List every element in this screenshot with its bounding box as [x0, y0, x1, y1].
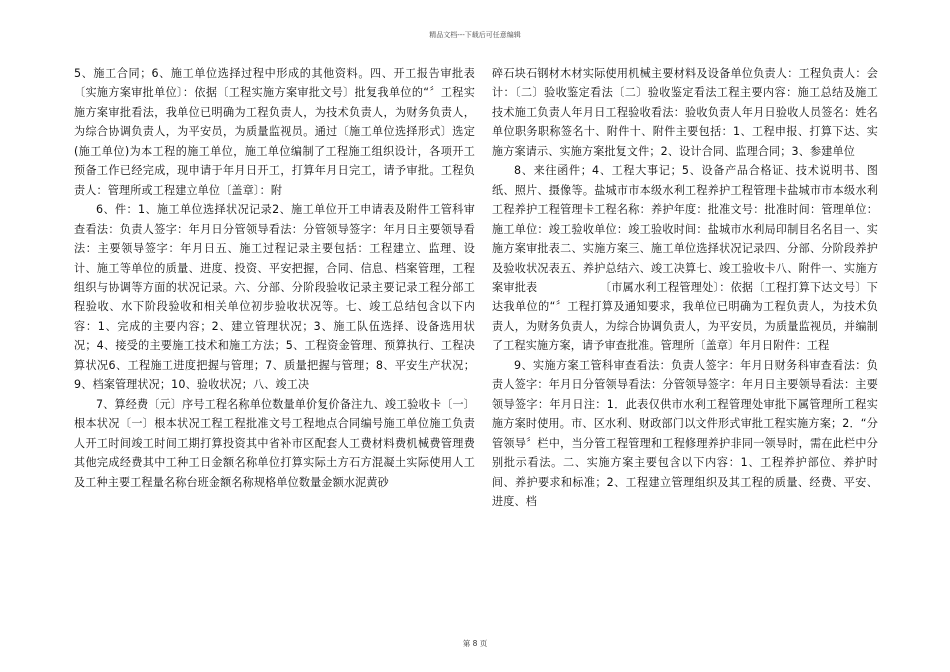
left-column — [74, 64, 475, 492]
paragraph: 9、实施方案工管科审查看法：负责人签字：年月日财务科审查看法：负责人签字：年月日分管领导看法：分管领导签字：年月日主要领导看法：主要领导签字：年月日注：1．此表仅供市水利工程管理处审批下属管理所工程实施方案时使用。市、区水利、财政部门以文件形式审批工程实施方案；2．“分管领导〞栏中，当分管工程管理和工程修理养护非同一领导时，需在此栏中分别批示看法。二、实施方案主要包含以下内容：1、工程养护部位、养护时间、养护要求和标准；2、工程建立管理组织及其工程的质量、经费、平安、进度、档 — [492, 358, 878, 508]
paragraph: 7、算经费〔元〕序号工程名称单位数量单价复价备注九、竣工验收卡〔一〕根本状况〔一〕根本状况工程工程批准文号工程地点合同编号施工单位施工负责人开工时间竣工时间工期打算投资其中省补市区配套人工费材料费机械费管理费其他完成经费其中工种工日金额名称单位打算实际土方石方混凝土实际使用人工及工种主要工程量名称台班金额名称规格单位数量金额水泥黄砂 — [74, 397, 475, 489]
paragraph: 8、来往函件；4、工程大事记；5、设备产品合格证、技术说明书、图纸、照片、摄像等。盐城市市本级水利工程养护工程管理卡盐城市市本级水利工程养护工程管理卡工程名称：养护年度：批准文号：批准时间：管理单位：施工单位：竣工验收单位：竣工验收时间：盐城市水利局印制目名名目一、实施方案审批表二、实施方案三、施工单位选择状况记录四、分部、分阶段养护及验收状况表五、养护总结六、竣工决算七、竣工验收卡八、附件一、实施方案审批表 〔市属水利工程管理处〕：依据〔工程打算下达文号〕下达我单位的“〞工程打算及通知要求，我单位已明确为工程负责人，为技术负责人，为财务负责人，为综合协调负责人，为平安员，为质量监视员，并编制了工程实施方案，请予审查批准。管理所〔盖章〕年月日附件：工程 — [492, 164, 878, 353]
paragraph: 碎石块石钢材木材实际使用机械主要材料及设备单位负责人：工程负责人：会计：〔二〕验收鉴定看法〔二〕验收鉴定看法工程主要内容：施工总结及施工技术施工负责人年月日工程验收看法：验收负责人年月日验收人员签名：姓名单位职务职称签名十、附件十、附件主要包括：1、工程申报、打算下达、实施方案请示、实施方案批复文件；2、设计合同、监理合同；3、参建单位 — [492, 67, 878, 158]
paragraph: 6、件：1、施工单位选择状况记录2、施工单位开工申请表及附件工管科审查看法：负责人签字：年月日分管领导看法：分管领导签字：年月日主要领导看法：主要领导签字：年月日五、施工过程记录主要包括：工程建立、监理、设计、施工等单位的质量、进度、投资、平安把握，合同、信息、档案管理，工程组织与协调等方面的状况记录。六、分部、分阶段验收记录主要记录工程分部工程验收、水下阶段验收和相关单位初步验收状况等。七、竣工总结包含以下内容：1、完成的主要内容；2、建立管理状况；3、施工队伍选择、设备选用状况；4、接受的主要施工技术和施工方法；5、工程资金管理、预算执行、工程决算状况6、工程施工进度把握与管理；7、质量把握与管理；8、平安生产状况；9、档案管理状况；10、验收状况；八、竣工决 — [74, 203, 475, 392]
paragraph: 5、施工合同；6、施工单位选择过程中形成的其他资料。四、开工报告审批表〔实施方案审批单位〕：依据〔工程实施方案审批文号〕批复我单位的“〞工程实施方案审批看法，我单位已明确为工程负责人，为技术负责人，为财务负责人，为综合协调负责人，为平安员，为质量监视员。通过〔施工单位选择形式〕选定(施工单位)为本工程的施工单位，施工单位编制了工程施工组织设计，各项开工预备工作已经完成，现申请于年月日开工，打算年月日完工，请予审批。工程负责人：管理所或工程建立单位〔盖章〕：附 — [74, 67, 475, 197]
right-column — [492, 64, 878, 511]
page-number: 第 8 页 — [462, 639, 488, 648]
page-header: 精品文档---下载后可任意编辑 — [429, 31, 521, 39]
